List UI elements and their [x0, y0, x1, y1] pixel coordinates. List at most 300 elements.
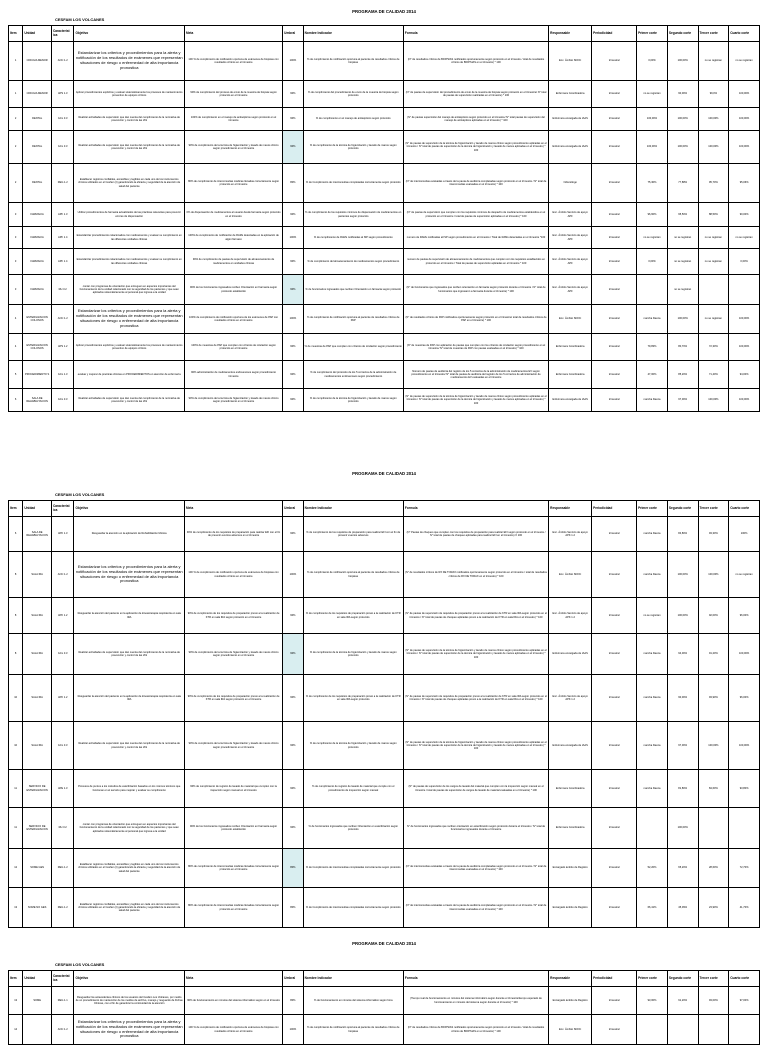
- cell-periodicidad: trimestral: [592, 249, 637, 275]
- cell-item: 1: [9, 42, 23, 81]
- header-objetivo: Objetivo: [74, 971, 185, 987]
- cell-responsable: Enfermera Coordinadora: [549, 334, 592, 361]
- cell-primer-corte: marcha blanca: [637, 389, 668, 412]
- cell-nombre-indicador: % de cumplimiento de notificación oportuna al paciente de resultados críticos de PAP: [303, 305, 403, 334]
- cell-segundo-corte: no se registran: [667, 227, 698, 249]
- cell-umbral: 90%: [283, 598, 303, 634]
- cell-meta: 90% de cumplimiento de la técnica de higienización y lavado de manos clínico según procedimiento en el trimestre: [184, 389, 282, 412]
- cell-objetivo: Establecer registros confiables, accesibles y legibles en cada uno de los instrumentos clínicos utilizados en el Cesfam (I) garantizando la eficacia y seguridad de la atención de salud del paciente: [74, 888, 185, 928]
- cell-responsable: Enfermera encargada de IAAS: [549, 108, 592, 131]
- cell-item: 4: [9, 305, 23, 334]
- cell-primer-corte: no se registran: [637, 598, 668, 634]
- cell-objetivo: evaluar y mejorar de practicas clínicas en PROCEDIMIENTOS en atención de enfermería: [74, 361, 185, 389]
- cell-formula: (N° de pautas de supervisión del procedimiento de envío de la muestra de biopsia según protocolo en el trimestre/ N° total de pautas de supervisión realizadas en el trimestre) * 100: [403, 81, 548, 108]
- cell-segundo-corte: 95,50%: [667, 203, 698, 227]
- cell-item: 13: [9, 987, 23, 1015]
- cell-primer-corte: 0,00%: [637, 249, 668, 275]
- cell-segundo-corte: 84,80%: [667, 517, 698, 552]
- cell-objetivo: Realizar actividades de supervisión que dan cuenta del cumplimiento de la normativa de prevención y control de las IAS: [74, 634, 185, 675]
- cell-primer-corte: marcha blanca: [637, 552, 668, 598]
- cell-responsable: Enfermera Coordinadora: [549, 361, 592, 389]
- cell-caracteristica: APS 1.2: [51, 334, 74, 361]
- cell-segundo-corte: 65,20%: [667, 849, 698, 888]
- cell-responsable: Enc. Ámbito Servicio de apoyo APK 1.2: [549, 517, 592, 552]
- cell-tercer-corte: 95,70%: [698, 164, 729, 203]
- cell-caracteristica: REG 1.1: [51, 987, 74, 1015]
- cell-formula: (N° de pautas de supervisión de la técnica de higienización y lavado de manos clínico según procedimiento aplicadas en el trimestre / N° total de pautas de supervisión de la técnica de higienización y lavado de manos aplicadas en el trimestre) * 100: [403, 131, 548, 164]
- cell-formula: (N° de muestras de PAP con aplicación de pautas que cumplen con los criterios de rotulación según procedimiento en el trimestre/ N° total de muestras de PAP con pautas evaluadas en el trimestre) * 100: [403, 334, 548, 361]
- page-title: PROGRAMA DE CALIDAD 2014: [352, 941, 416, 946]
- cell-segundo-corte: 97,00%: [667, 389, 698, 412]
- cell-caracteristica: GCL 1.3: [51, 361, 74, 389]
- cell-meta: 90% de cumplimiento de la técnica de higienización y lavado de manos clínico según procedimiento en el trimestre: [184, 722, 282, 770]
- table-row: [9, 305, 760, 334]
- header-responsable: Responsable: [549, 501, 592, 517]
- cell-objetivo: contar con programas de orientación que entreguen en aspectos importantes del funcionamiento de la unidad relacionado con la seguridad de los pacientes y que sean aplicados sistemáticamente al personal que ingresa a la unidad: [74, 808, 185, 849]
- cell-objetivo: Realizar actividades de supervisión que dan cuenta del cumplimiento de la normativa de prevención y control de las IAS: [74, 108, 185, 131]
- cell-periodicidad: trimestral: [592, 598, 637, 634]
- cell-meta: 90% de los funcionarios ingresados reciben Orientación en Farmacia según protocolo establecido: [184, 275, 282, 305]
- cell-umbral: 90%: [283, 675, 303, 722]
- cell-periodicidad: trimestral: [592, 770, 637, 808]
- header-item: Item: [9, 26, 23, 42]
- cell-formula: N° de funcionarios ingresados que reciben orientación en esterilización según protocolo durante el trimestre / N° total de funcionarios ingresados durante el trimestre: [403, 808, 548, 849]
- cell-nombre-indicador: % de cumplimiento de RAMs notificadas al ISP según procedimiento: [303, 227, 403, 249]
- cell-responsable: Enfermera Coordinadora: [549, 81, 592, 108]
- cell-meta: 90% de cumplimiento de la técnica de higienización y lavado de manos clínico según procedimiento en el trimestre: [184, 131, 282, 164]
- header-tercer-corte: Tercer corte: [698, 26, 729, 42]
- cell-responsable: Enc. Ámbito Servicio de apoyo APF: [549, 275, 592, 305]
- cell-formula: numero de pautas de supervisión de almacenamiento de medicamentos que cumplen con los requisitos establecidos en protocolo en el trimestre / Total de pautas de supervisión aplicadas en el trimestre * 100: [403, 249, 548, 275]
- header-umbral: Umbral: [283, 971, 303, 987]
- header-formula: Formula: [403, 971, 548, 987]
- cell-item: 3: [9, 275, 23, 305]
- cell-periodicidad: trimestral: [592, 808, 637, 849]
- table-row: [9, 361, 760, 389]
- cell-objetivo: Aplicar procedimientos explícitos y evaluar sistemáticamente los procesos de mantenimiento preventivo de equipos críticos: [74, 81, 185, 108]
- cell-umbral: 90%: [283, 81, 303, 108]
- header-unidad: Unidad: [23, 971, 52, 987]
- cell-responsable: Enfermera encargada de IAAS: [549, 389, 592, 412]
- cell-nombre-indicador: % de muestras de PAP que cumplen con criterios de rotulación según procedimiento: [303, 334, 403, 361]
- cell-tercer-corte: [698, 1015, 729, 1045]
- cell-umbral: 80%: [283, 164, 303, 203]
- cell-nombre-indicador: % de cumplimiento de la técnica de higienización y lavado de manos según protocolo: [303, 634, 403, 675]
- page-1: [8, 8, 760, 405]
- header-tercer-corte: Tercer corte: [698, 971, 729, 987]
- cell-primer-corte: 100,00%: [637, 131, 668, 164]
- cell-meta: 90% de cumplimiento de los requisitos de preparación para realizar EFI con el fin de prevenir eventos adversos en el trimestre: [184, 517, 282, 552]
- cell-objetivo: Realizar actividades de supervisión que dan cuenta del cumplimiento de la normativa de prevención y control de las IAS: [74, 131, 185, 164]
- cell-formula: numero de RAMs notificadas al ISP según procedimiento en el trimestre / Total de RAMs detectadas en el trimestre *100: [403, 227, 548, 249]
- cell-primer-corte: 66,41%: [637, 888, 668, 928]
- cell-periodicidad: trimestral: [592, 722, 637, 770]
- cell-nombre-indicador: % de cumplimiento de notificación oportuna al paciente de resultados críticos de biopsias: [303, 552, 403, 598]
- cell-segundo-corte: 100,00%: [667, 108, 698, 131]
- cell-formula: Número de pautas de auditoría del registro de los 5 correctos de la administración de medicamentos EV según procedimiento en el trimestre/ N° total de pautas de auditoría del registro de los 5 correctos de administración de medicamentos EV evaluadas en el trimestre: [403, 361, 548, 389]
- cell-tercer-corte: 88,50%: [698, 203, 729, 227]
- cell-unidad: SALA IRA: [23, 722, 52, 770]
- cell-formula: (N° de resultados críticos de PAP notificados oportunamente según protocolo en el trimestre/ total de resultados críticos de PAP en el trimestre) * 100: [403, 305, 548, 334]
- header-umbral: Umbral: [283, 26, 303, 42]
- cell-cuarto-corte: 100,00%: [729, 334, 760, 361]
- cell-nombre-indicador: % de cumplimiento de notificación oportuna al paciente de resultados críticos de biopsias: [303, 1015, 403, 1045]
- cell-periodicidad: trimestral: [592, 849, 637, 888]
- cell-tercer-corte: 71,40%: [698, 361, 729, 389]
- cell-objetivo: Procesos de puntos a los métodos de esterilización basados en los mismos técnicos que funcionan en el servicio para mejorar y evaluar su cumplimiento: [74, 770, 185, 808]
- page-title: PROGRAMA DE CALIDAD 2014: [352, 471, 416, 476]
- cell-responsable: Enc. Ámbito SDOC: [549, 552, 592, 598]
- cell-cuarto-corte: 100,00%: [729, 722, 760, 770]
- cell-meta: 90% de cumplimiento de registro de lavado de material que cumplen con la inspección según manual en el trimestre: [184, 770, 282, 808]
- cell-item: 10: [9, 722, 23, 770]
- cell-cuarto-corte: 72,70%: [729, 849, 760, 888]
- table-row: [9, 770, 760, 808]
- cell-tercer-corte: 93,90%: [698, 675, 729, 722]
- cell-segundo-corte: no se registran: [667, 275, 698, 305]
- cell-responsable: Enc. Ámbito Servicio de apoyo APK 1.2: [549, 598, 592, 634]
- cell-primer-corte: marcha blanca: [637, 770, 668, 808]
- table-row: [9, 808, 760, 849]
- cell-segundo-corte: 100,00%: [667, 598, 698, 634]
- cell-cuarto-corte: 100%: [729, 517, 760, 552]
- cell-umbral: 80%: [283, 888, 303, 928]
- cell-umbral: 90%: [283, 275, 303, 305]
- header-tercer-corte: Tercer corte: [698, 501, 729, 517]
- cell-item: 4: [9, 334, 23, 361]
- cell-nombre-indicador: % de cumplimiento del protocolo de los 5 correctos de la administración de medicamentos endovenosos según procedimiento: [303, 361, 403, 389]
- cell-periodicidad: trimestral: [592, 361, 637, 389]
- cell-umbral: 100%: [283, 552, 303, 598]
- cell-caracteristica: APK 1.2: [51, 598, 74, 634]
- cell-responsable: Encargado ámbito de Registro: [549, 888, 592, 928]
- cell-nombre-indicador: % de funcionarios ingresados que reciben Orientación en esterilización según protocolo: [303, 808, 403, 849]
- cell-cuarto-corte: 100,00%: [729, 81, 760, 108]
- cell-cuarto-corte: 100,00%: [729, 108, 760, 131]
- cell-unidad: SOME GES: [23, 849, 52, 888]
- cell-segundo-corte: 100,00%: [667, 808, 698, 849]
- header-unidad: Unidad: [23, 501, 52, 517]
- cell-objetivo: Estandarizar los criterios y procedimientos para la alerta y notificación de los resultados de exámenes que representan situaciones de riesgo o enfermedad de alta importancia pronostica: [74, 305, 185, 334]
- cell-umbral: 90%: [283, 517, 303, 552]
- cell-primer-corte: 79,83%: [637, 334, 668, 361]
- cell-caracteristica: AOC 1.2: [51, 552, 74, 598]
- cell-cuarto-corte: [729, 1015, 760, 1045]
- cell-cuarto-corte: 41,70%: [729, 888, 760, 928]
- cell-unidad: SOME: [23, 987, 52, 1015]
- cell-caracteristica: APE 1.3: [51, 770, 74, 808]
- header-nombre-indicador: Nombre Indicador: [303, 26, 403, 42]
- cell-meta: 0% de dispensación de medicamentos al usuario desde farmacia según protocolo en el trimestre: [184, 203, 282, 227]
- cell-nombre-indicador: % de cumplimiento de la técnica de higienización y lavado de manos según protocolo: [303, 389, 403, 412]
- cell-umbral: 90%: [283, 203, 303, 227]
- cell-primer-corte: marcha blanca: [637, 305, 668, 334]
- cell-cuarto-corte: 96,00%: [729, 675, 760, 722]
- cell-objetivo: Resguardar la atención del paciente en la aplicación de kinesioterapia respiratoria en sala IRA: [74, 598, 185, 634]
- cell-formula: (N° de pautas de supervisión de la técnica de higienización y lavado de manos clínico según procedimiento aplicadas en el trimestre / N° total de pautas de supervisión de la técnica de higienización y lavado de manos aplicadas en el trimestre) * 100: [403, 389, 548, 412]
- cell-tercer-corte: 23,90%: [698, 888, 729, 928]
- establishment-label: CESFAM LOS VOLCANES: [55, 492, 105, 497]
- header-segundo-corte: Segundo corte: [667, 26, 698, 42]
- cell-responsable: Encargado ámbito de Registro: [549, 987, 592, 1015]
- cell-periodicidad: trimestral: [592, 42, 637, 81]
- cell-periodicidad: trimestral: [592, 675, 637, 722]
- cell-caracteristica: RH 3.2: [51, 275, 74, 305]
- cell-periodicidad: trimestral: [592, 164, 637, 203]
- cell-primer-corte: 47,00%: [637, 361, 668, 389]
- cell-cuarto-corte: no se registran: [729, 552, 760, 598]
- cell-umbral: 100%: [283, 305, 303, 334]
- header-formula: Formula: [403, 501, 548, 517]
- table-row: [9, 334, 760, 361]
- cell-segundo-corte: no se registran: [667, 249, 698, 275]
- cell-cuarto-corte: 90,00%: [729, 203, 760, 227]
- cell-tercer-corte: 72,30%: [698, 334, 729, 361]
- cell-periodicidad: trimestral: [592, 227, 637, 249]
- cell-umbral: 100%: [283, 1015, 303, 1045]
- cell-unidad: SALA IRA: [23, 598, 52, 634]
- cell-objetivo: Aplicar procedimientos explícitos y evaluar sistemáticamente los procesos de mantenimiento preventivo de equipos críticos: [74, 334, 185, 361]
- cell-unidad: PROCEDIMIENTO S: [23, 361, 52, 389]
- cell-periodicidad: trimestral: [592, 888, 637, 928]
- cell-item: 3: [9, 203, 23, 227]
- quality-table: [8, 500, 760, 928]
- cell-formula: (N° de resultados críticos de RX DE TORAX notificados oportunamente según protocolo en el trimestre / total de resultados críticos de RX DE TORAX en el trimestre) * 100: [403, 552, 548, 598]
- cell-objetivo: Realizar actividades de supervisión que dan cuenta del cumplimiento de la normativa de prevención y control de las IAS: [74, 722, 185, 770]
- cell-tercer-corte: 84,60%: [698, 770, 729, 808]
- cell-unidad: SALA IRA: [23, 675, 52, 722]
- cell-periodicidad: trimestral: [592, 552, 637, 598]
- table-row: [9, 675, 760, 722]
- cell-objetivo: Resguardar la atención en la aplicación de Rehabilitación Motora: [74, 517, 185, 552]
- cell-formula: (N° de interconsultas evaluadas a través de la pauta de auditoría completadas según protocolo en el trimestre / N° total de interconsultas evaluadas en el trimestre) * 100: [403, 849, 548, 888]
- cell-objetivo: Estandarizar los criterios y procedimientos para la alerta y notificación de los resultados de exámenes que representan situaciones de riesgo o enfermedad de alta importancia pronostica: [74, 1015, 185, 1045]
- header-caracteristica: Caracterist ica: [51, 26, 74, 42]
- cell-periodicidad: trimestral: [592, 305, 637, 334]
- cell-unidad: SOME NO GES: [23, 888, 52, 928]
- cell-segundo-corte: 45,09%: [667, 888, 698, 928]
- cell-responsable: Enc. Ámbito SDOC: [549, 1015, 592, 1045]
- cell-segundo-corte: 100,00%: [667, 131, 698, 164]
- cell-meta: 80% de cumplimiento de interconsultas médicas llenadas correctamente según protocolo en el trimestre: [184, 164, 282, 203]
- header-responsable: Responsable: [549, 971, 592, 987]
- cell-periodicidad: trimestral: [592, 1015, 637, 1045]
- cell-item: 1: [9, 81, 23, 108]
- cell-objetivo: Realizar actividades de supervisión que dan cuenta del cumplimiento de la normativa de prevención y control de las IAS: [74, 389, 185, 412]
- cell-tercer-corte: 93,30%: [698, 517, 729, 552]
- cell-item: 12: [9, 849, 23, 888]
- cell-meta: 90% de cumplimiento de los requisitos de preparación previo a la realización de KTR en sala IRA según protocolo en el trimestre: [184, 598, 282, 634]
- page-2: [8, 470, 760, 913]
- table-row: [9, 1015, 760, 1045]
- cell-umbral: 90%: [283, 634, 303, 675]
- cell-segundo-corte: [667, 1015, 698, 1045]
- cell-item: 13: [9, 888, 23, 928]
- cell-responsable: Encargado ámbito de Registro: [549, 849, 592, 888]
- cell-caracteristica: REG 1.2: [51, 888, 74, 928]
- cell-caracteristica: GCL 3.3: [51, 389, 74, 412]
- table-row: [9, 249, 760, 275]
- header-segundo-corte: Segundo corte: [667, 501, 698, 517]
- cell-umbral: 90%: [283, 249, 303, 275]
- cell-responsable: Enc. Ámbito Servicio de apoyo APF: [549, 203, 592, 227]
- cell-formula: (N° Pautas de chequeo que cumplen con los requisitos de preparación para realizar EFI según protocolo en el trimestre / N° total de pautas de chequeo aplicadas para realizar EFI en el trimestre) X 100: [403, 517, 548, 552]
- cell-cuarto-corte: 94,00%: [729, 361, 760, 389]
- cell-periodicidad: trimestral: [592, 389, 637, 412]
- cell-meta: 100% de cumplimiento de notificación de RAMs detectadas en la aplicación de algún fármaco: [184, 227, 282, 249]
- cell-primer-corte: 96,60%: [637, 203, 668, 227]
- cell-caracteristica: AOC 1.2: [51, 42, 74, 81]
- cell-responsable: Enfermera encargada de IAAS: [549, 722, 592, 770]
- cell-unidad: SALA DE REHABILITACION: [23, 517, 52, 552]
- cell-periodicidad: trimestral: [592, 987, 637, 1015]
- cell-responsable: Enfermera Coordinadora: [549, 770, 592, 808]
- cell-periodicidad: trimestral: [592, 108, 637, 131]
- header-caracteristica: Caracterist ica: [51, 501, 74, 517]
- cell-caracteristica: APK 1.2: [51, 675, 74, 722]
- cell-cuarto-corte: 0,00%: [729, 249, 760, 275]
- cell-primer-corte: 75,30%: [637, 164, 668, 203]
- cell-umbral: 90%: [283, 131, 303, 164]
- cell-unidad: FARMACIA: [23, 203, 52, 227]
- cell-caracteristica: APS 1.3: [51, 81, 74, 108]
- cell-nombre-indicador: % de cumplimiento en el manejo de antisépticos según protocolo: [303, 108, 403, 131]
- cell-unidad: FARMACIA: [23, 249, 52, 275]
- cell-periodicidad: trimestral: [592, 81, 637, 108]
- cell-item: 8: [9, 634, 23, 675]
- cell-unidad: DENTAL: [23, 131, 52, 164]
- cell-responsable: Enfermera encargada de IAAS: [549, 634, 592, 675]
- table-row: [9, 275, 760, 305]
- cell-tercer-corte: 92,00%: [698, 598, 729, 634]
- cell-formula: (N° de pautas de supervisión de los cargos de lavado del material que cumplen con la inspección según manual en el trimestre / total de pautas de supervisión de cargos de lavado de material evaluadas en el trimestre) * 100: [403, 770, 548, 808]
- cell-primer-corte: no se registran: [637, 227, 668, 249]
- table-row: [9, 849, 760, 888]
- cell-tercer-corte: no se registran: [698, 42, 729, 81]
- cell-objetivo: Estandarizar los criterios y procedimientos para la alerta y notificación de los resultados de exámenes que representan situaciones de riesgo o enfermedad de alta importancia pronostica: [74, 552, 185, 598]
- header-umbral: Umbral: [283, 501, 303, 517]
- cell-formula: (N° de pautas supervisión del manejo de antisépticos según protocolo en el trimestre/ N° total pautas de supervisión del manejo de antisépticos aplicadas en el trimestre) * 100: [403, 108, 548, 131]
- cell-formula: (N° de interconsultas evaluadas a través de la pauta de auditoría completadas según protocolo en el trimestre / N° total de interconsultas evaluadas en el trimestre) * 100: [403, 888, 548, 928]
- cell-tercer-corte: 93,00%: [698, 987, 729, 1015]
- cell-segundo-corte: 97,00%: [667, 722, 698, 770]
- cell-umbral: 90%: [283, 361, 303, 389]
- cell-nombre-indicador: % de cumplimiento de registro de lavado de material que cumple con el procedimiento de inspección según manual: [303, 770, 403, 808]
- cell-meta: 100 % de cumplimiento de notificación oportuna de exámenes de biopsias con resultados críticos en el trimestre: [184, 1015, 282, 1045]
- cell-nombre-indicador: % de cumplimiento de los requisitos de preparación previo a la realización de KTR en sala IRA según protocolo: [303, 675, 403, 722]
- table-row: [9, 108, 760, 131]
- cell-item: 10: [9, 675, 23, 722]
- table-row: [9, 634, 760, 675]
- cell-objetivo: Resguardar la atención del paciente en la aplicación de kinesioterapia respiratoria en sala IRA: [74, 675, 185, 722]
- header-periodicidad: Periodicidad: [592, 971, 637, 987]
- cell-unidad: SALA DE REHABILITACION: [23, 389, 52, 412]
- cell-objetivo: Establecer registros confiables, accesibles y legibles en cada uno de los instrumentos clínicos utilizados en el Cesfam (I) garantizando la eficacia y seguridad de la atención de salud del paciente: [74, 849, 185, 888]
- cell-tercer-corte: [698, 808, 729, 849]
- cell-cuarto-corte: 95,06%: [729, 164, 760, 203]
- cell-cuarto-corte: 93,80%: [729, 770, 760, 808]
- cell-segundo-corte: 100,00%: [667, 552, 698, 598]
- cell-tercer-corte: [698, 275, 729, 305]
- cell-nombre-indicador: % de Cumplimiento de interconsultas completadas correctamente según protocolo: [303, 849, 403, 888]
- header-primer-corte: Primer corte: [637, 26, 668, 42]
- cell-primer-corte: 0,00%: [637, 42, 668, 81]
- cell-item: 2: [9, 108, 23, 131]
- cell-segundo-corte: 100,00%: [667, 42, 698, 81]
- table-row: [9, 227, 760, 249]
- table-row: [9, 888, 760, 928]
- cell-primer-corte: no se registran: [637, 81, 668, 108]
- header-item: Item: [9, 971, 23, 987]
- header-responsable: Responsable: [549, 26, 592, 42]
- cell-meta: 100 % de cumplimiento de notificación oportuna de exámenes de biopsias con resultados críticos en el trimestre: [184, 552, 282, 598]
- header-item: Item: [9, 501, 23, 517]
- header-objetivo: Objetivo: [74, 26, 185, 42]
- header-periodicidad: Periodicidad: [592, 26, 637, 42]
- cell-primer-corte: [637, 1015, 668, 1045]
- cell-responsable: Enc. Ámbito Servicio de apoyo APK 1.2: [549, 675, 592, 722]
- cell-nombre-indicador: % de funcionarios ingresados que reciben Orientación en farmacia según protocolo: [303, 275, 403, 305]
- cell-formula: (N° de funcionarios que ingresados que reciben orientación en farmacia según protocolo durante el trimestre / N° total de funcionarios que ingresaron a farmacia durante el trimestre) * 100: [403, 275, 548, 305]
- cell-umbral: 90%: [283, 770, 303, 808]
- cell-umbral: 80%: [283, 849, 303, 888]
- cell-cuarto-corte: 100,00%: [729, 389, 760, 412]
- cell-nombre-indicador: % de cumplimiento de la técnica de higienización y lavado de manos según protocolo: [303, 722, 403, 770]
- header-meta: Meta: [184, 971, 282, 987]
- cell-unidad: SERVICIO DE ESTERILIZACION: [23, 770, 52, 808]
- cell-umbral: 100%: [283, 42, 303, 81]
- cell-caracteristica: APK 1.3: [51, 517, 74, 552]
- cell-caracteristica: RH 3.2: [51, 808, 74, 849]
- cell-responsable: Enc. Ámbito SDOC: [549, 305, 592, 334]
- establishment-label: CESFAM LOS VOLCANES: [55, 962, 105, 967]
- table-row: [9, 552, 760, 598]
- table-row: [9, 42, 760, 81]
- cell-item: 8: [9, 598, 23, 634]
- cell-meta: 100% de cumplimiento en el manejo de antisépticos según protocolo en el trimestre: [184, 108, 282, 131]
- cell-tercer-corte: 28,60%: [698, 849, 729, 888]
- cell-tercer-corte: no se registran: [698, 305, 729, 334]
- cell-meta: 90% de cumplimiento de los requisitos de preparación previo a la realización de KTR en sala IRA según protocolo en el trimestre: [184, 675, 282, 722]
- cell-primer-corte: 52,20%: [637, 849, 668, 888]
- cell-cuarto-corte: [729, 808, 760, 849]
- cell-unidad: SALA IRA: [23, 634, 52, 675]
- cell-tercer-corte: 99,0%: [698, 81, 729, 108]
- cell-meta: 90% de cumplimiento de pautas de supervisión de almacenamiento de medicamentos en unidades clínicas: [184, 249, 282, 275]
- cell-unidad: DENTAL: [23, 108, 52, 131]
- cell-objetivo: Utilizar procedimientos de farmacia actualizados de las prácticas relevantes para prevenir errores de dispensación: [74, 203, 185, 227]
- cell-tercer-corte: 100,00%: [698, 722, 729, 770]
- cell-umbral: 90%: [283, 334, 303, 361]
- cell-item: 3: [9, 249, 23, 275]
- cell-segundo-corte: 90,00%: [667, 675, 698, 722]
- cell-tercer-corte: 100,00%: [698, 131, 729, 164]
- cell-unidad: [23, 1015, 52, 1045]
- cell-periodicidad: trimestral: [592, 275, 637, 305]
- cell-caracteristica: GCL 3.3: [51, 108, 74, 131]
- cell-item: 2: [9, 164, 23, 203]
- cell-caracteristica: AOC 1.2: [51, 305, 74, 334]
- cell-item: 3: [9, 227, 23, 249]
- cell-periodicidad: trimestral: [592, 131, 637, 164]
- header-periodicidad: Periodicidad: [592, 501, 637, 517]
- cell-meta: 100% de muestras de PAP que cumplen con criterios de rotulación según protocolo en el trimestre: [184, 334, 282, 361]
- cell-cuarto-corte: 100,00%: [729, 634, 760, 675]
- cell-nombre-indicador: % de cumplimiento de los requisitos mínimos de dispensación de medicamentos en pacientes según protocolo: [303, 203, 403, 227]
- cell-formula: (N° de pautas de supervisión de requisitos de preparación previo a la realización de KTR en sala IRA según protocolo en el trimestre / N° total de pautas de chequeo aplicadas previo a la realización de KTR en sala IRA en el trimestre) * 100: [403, 675, 548, 722]
- cell-formula: (N° de pautas de supervisión que cumplen con los requisitos mínimos de despacho de medicamentos establecidos en el protocolo en el trimestre / total de pautas de supervisión aplicadas en el trimestre) * 100: [403, 203, 548, 227]
- establishment-label: CESFAM LOS VOLCANES: [55, 17, 105, 22]
